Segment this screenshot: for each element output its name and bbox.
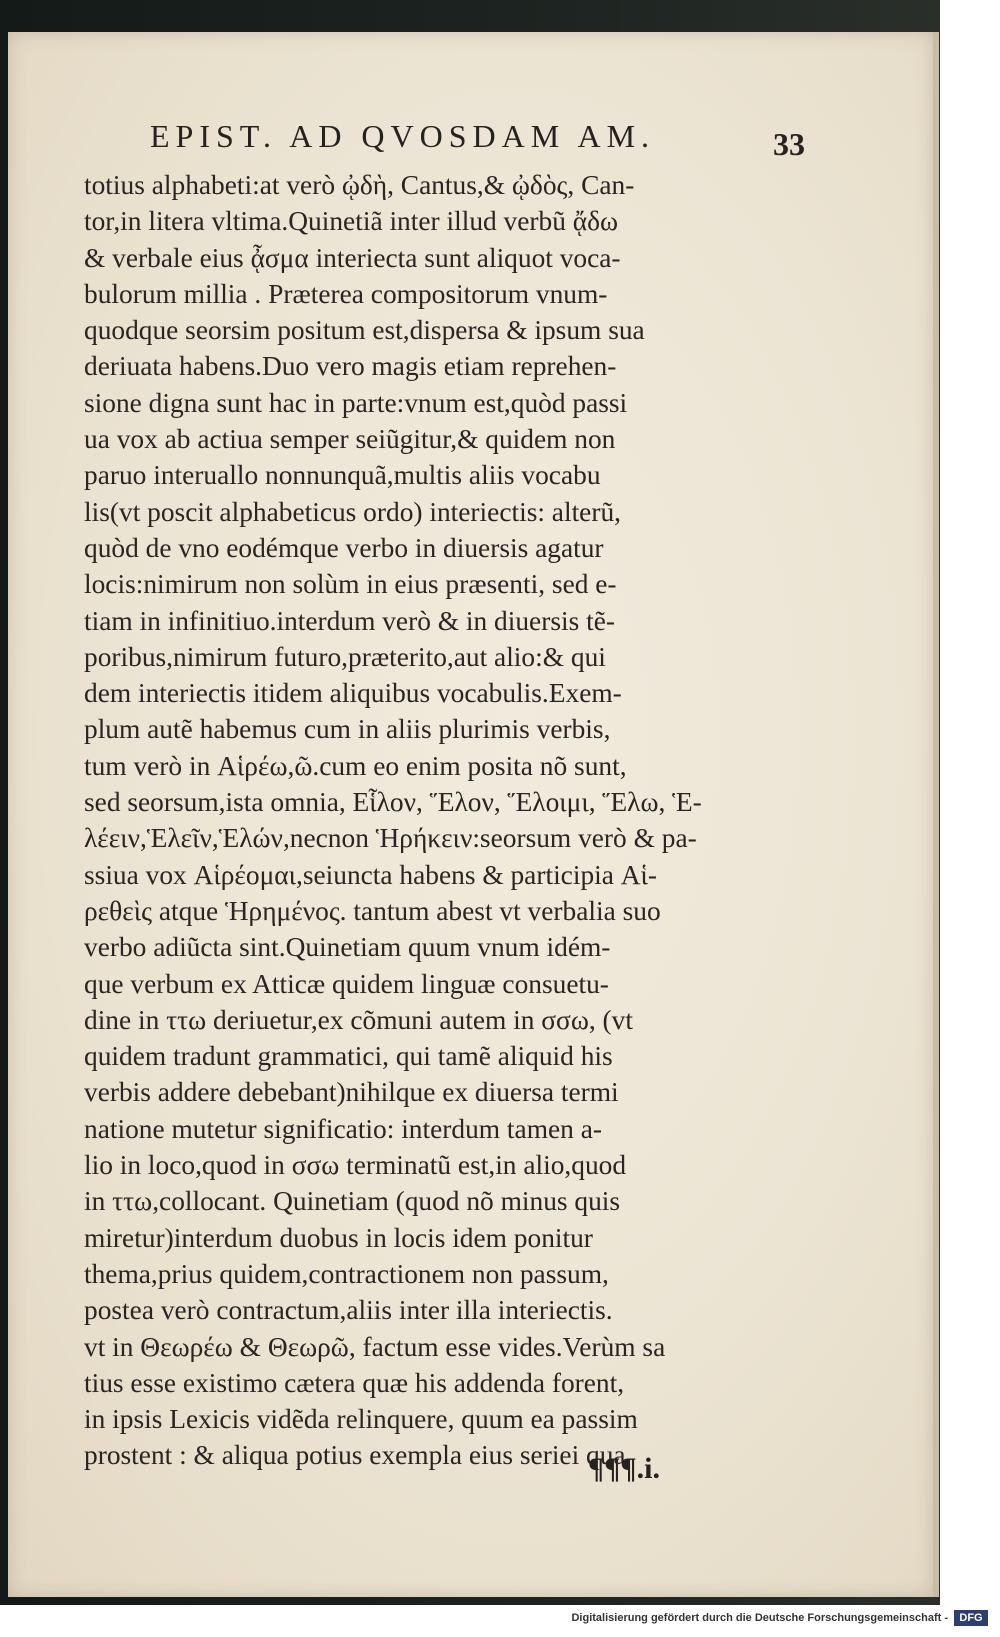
text-line: thema,prius quidem,contractionem non passum, [84, 1258, 609, 1289]
text-line: dem interiectis itidem aliquibus vocabulis.Exem- [84, 678, 622, 709]
page-number: 33 [773, 126, 805, 162]
text-line: lis(vt poscit alphabeticus ordo) interiectis: alterũ, [84, 496, 622, 527]
text-line: tum verò in Αἱρέω,ῶ.cum eo enim posita nõ sunt, [84, 750, 627, 781]
text-line: poribus,nimirum futuro,præterito,aut alio:& qui [84, 641, 606, 672]
running-head: EPIST. AD QVOSDAM AM. [150, 118, 656, 154]
body-text [84, 167, 774, 1474]
text-line: in ipsis Lexicis vidẽda relinquere, quum ea passim [84, 1404, 638, 1435]
text-line: tiam in infinitiuo.interdum verò & in diuersis tẽ- [84, 605, 615, 636]
text-line: verbo adiũcta sint.Quinetiam quum vnum idém- [84, 932, 611, 963]
text-line: paruo interuallo nonnunquã,multis aliis vocabu [84, 460, 601, 491]
text-line: plum autẽ habemus cum in aliis plurimis verbis, [84, 714, 611, 745]
text-line: tor,in litera vltima.Quinetiã inter illud verbũ ᾄδω [84, 206, 619, 237]
text-line: locis:nimirum non solùm in eius præsenti, sed e- [84, 569, 617, 600]
dfg-logo-icon: DFG [954, 1610, 988, 1626]
text-line: deriuata habens.Duo vero magis etiam reprehen- [84, 351, 617, 382]
text-line: tius esse existimo cætera quæ his addenda forent, [84, 1367, 625, 1398]
text-line: miretur)interdum duobus in locis idem ponitur [84, 1222, 593, 1253]
text-line: verbis addere debebant)nihilque ex diuersa termi [84, 1077, 619, 1108]
text-line: λέειν,Ἑλεῖν,Ἑλών,necnon Ἡρήκειν:seorsum verò & pa- [84, 823, 697, 854]
text-line: & verbale eius ᾆσμα interiecta sunt aliquot voca- [84, 242, 621, 273]
text-line: quidem tradunt grammatici, qui tamẽ aliquid his [84, 1041, 613, 1072]
text-line: vt in Θεωρέω & Θεωρῶ, factum esse vides.Verùm sa [84, 1331, 666, 1362]
funding-credit: Digitalisierung gefördert durch die Deutsche Forschungsgemeinschaft - [571, 1612, 948, 1624]
text-line: totius alphabeti:at verò ᾠδὴ, Cantus,& ᾠδὸς, Can- [84, 170, 635, 200]
text-line: sione digna sunt hac in parte:vnum est,quòd passi [84, 387, 628, 418]
text-line: ssiua vox Αἱρέομαι,seiuncta habens & participia Αἱ- [84, 859, 658, 890]
text-line: que verbum ex Atticæ quidem linguæ consuetu- [84, 968, 609, 999]
text-line: dine in ττω deriuetur,ex cõmuni autem in σσω, (vt [84, 1004, 633, 1035]
text-line: ρεθεὶς atque Ἡρημένος. tantum abest vt verbalia suo [84, 895, 661, 926]
text-line: quòd de vno eodémque verbo in diuersis agatur [84, 532, 604, 563]
text-line: natione mutetur significatio: interdum tamen a- [84, 1113, 602, 1144]
signature-mark: ¶¶¶.i. [588, 1452, 660, 1485]
text-line: quodque seorsim positum est,dispersa & ipsum sua [84, 315, 645, 346]
text-line: in ττω,collocant. Quinetiam (quod nõ minus quis [84, 1186, 621, 1217]
footer-bar [0, 1605, 1000, 1637]
text-line: sed seorsum,ista omnia, Εἷλον, Ἕλον, Ἕλοιμι, Ἕλω, Ἑ- [84, 787, 702, 818]
text-line: prostent : & aliqua potius exempla eius seriei qua [84, 1440, 626, 1471]
text-line: ua vox ab actiua semper seiũgitur,& quidem non [84, 424, 616, 455]
text-line: postea verò contractum,aliis inter illa interiectis. [84, 1295, 613, 1326]
text-line: bulorum millia . Præterea compositorum vnum- [84, 278, 608, 309]
text-line: lio in loco,quod in σσω terminatũ est,in alio,quod [84, 1150, 627, 1181]
